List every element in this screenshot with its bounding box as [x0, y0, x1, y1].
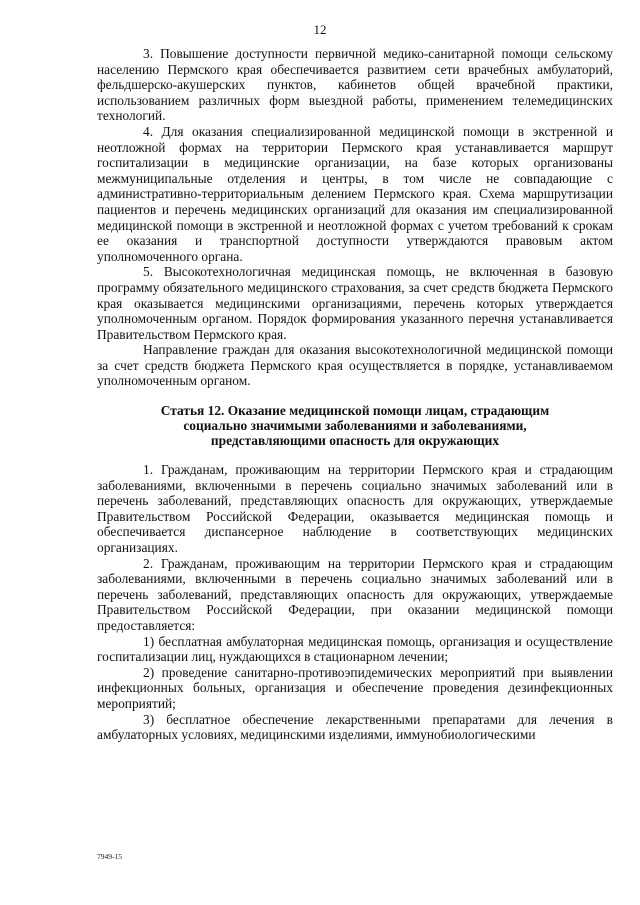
document-body: [97, 46, 613, 743]
article-heading-line-1: Статья 12. Оказание медицинской помощи лицам, страдающим: [160, 403, 550, 419]
document-code: 7949-15: [97, 852, 122, 861]
page-number: 12: [313, 22, 327, 37]
list-item-3: 3) бесплатное обеспечение лекарственными препаратами для лечения в амбулаторных условиях, медицинскими изделиями, иммунобиологическими: [97, 711, 613, 743]
article-12-paragraph-1: 1. Гражданам, проживающим на территории Пермского края и страдающим заболеваниями, включенными в перечень социально значимых заболеваний или в перечень заболеваний, представляющих опасность для окружающих, утверждаемые Правительством Российской Федерации, оказывается медицинская помощь и обеспечивается диспансерное наблюдение в соответствующих медицинских организациях.: [97, 462, 613, 556]
article-12-paragraph-2: 2. Гражданам, проживающим на территории Пермского края и страдающим заболеваниями, включенными в перечень социально значимых заболеваний или в перечень заболеваний, представляющих опасность для окружающих, утверждаемые Правительством Российской Федерации, при оказании медицинской помощи предоставляется:: [97, 555, 613, 633]
list-item-1: 1) бесплатная амбулаторная медицинская помощь, организация и осуществление госпитализации лиц, нуждающихся в стационарном лечении;: [97, 633, 613, 665]
paragraph-4: 4. Для оказания специализированной медицинской помощи в экстренной и неотложной формах на территории Пермского края устанавливается маршрут госпитализации в медицинские организации, на базе которых организованы межмуниципальные отделения и центры, в том числе не совпадающие с административно-территориальным делением Пермского края. Схема маршрутизации пациентов и перечень медицинских организаций для оказания им специализированной медицинской помощи в экстренной и неотложной формах с учетом требований к срокам ее оказания и транспортной доступности утверждаются правовым актом уполномоченного органа.: [97, 123, 613, 264]
article-heading-line-2: социально значимыми заболеваниями и заболеваниями,: [183, 418, 527, 434]
paragraph-referral: Направление граждан для оказания высокотехнологичной медицинской помощи за счет средств бюджета Пермского края осуществляется в порядке, устанавливаемом уполномоченным органом.: [97, 342, 613, 389]
list-item-2: 2) проведение санитарно-противоэпидемических мероприятий при выявлении инфекционных больных, организация и обеспечение проведения дезинфекционных мероприятий;: [97, 664, 613, 711]
article-heading-line-3: представляющими опасность для окружающих: [210, 433, 500, 449]
paragraph-5: 5. Высокотехнологичная медицинская помощь, не включенная в базовую программу обязательного медицинского страхования, за счет средств бюджета Пермского края оказывается медицинскими организациями, перечень которых утверждается уполномоченным органом. Порядок формирования указанного перечня устанавливается Правительством Пермского края.: [97, 264, 613, 342]
paragraph-3: 3. Повышение доступности первичной медико-санитарной помощи сельскому населению Пермского края обеспечивается развитием сети врачебных амбулаторий, фельдшерско-акушерских пунктов, кабинетов общей врачебной практики, использованием различных форм выездной работы, применением телемедицинских технологий.: [97, 46, 613, 124]
article-12-heading: [97, 403, 613, 448]
